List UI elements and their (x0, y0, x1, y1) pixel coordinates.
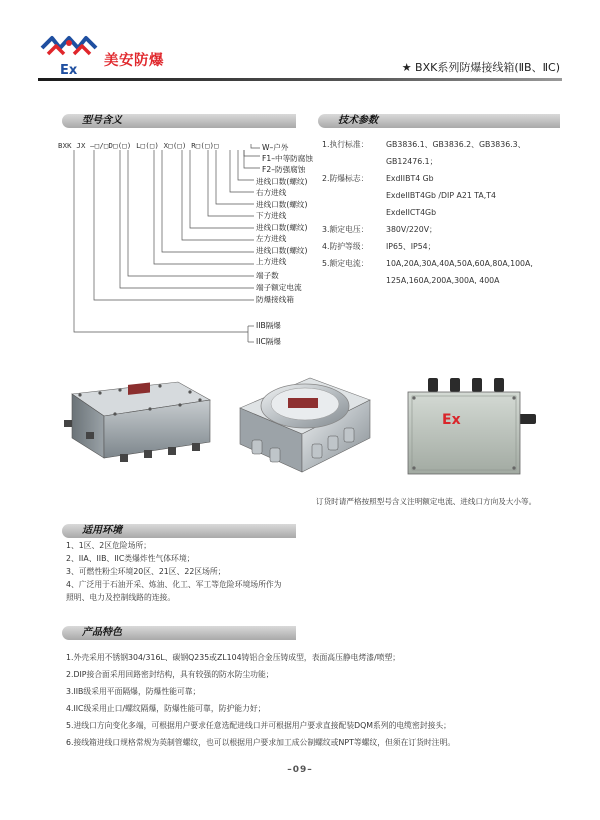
page-number: –09– (287, 765, 313, 775)
list-item: 3.IIB级采用平面隔爆，防爆性能可靠； (66, 687, 201, 696)
spec-value: GB3836.1、GB3836.2、GB3836.3、 (386, 140, 526, 149)
spec-key: 3.额定电压： (322, 225, 369, 234)
list-item: 5.进线口方向变化多端，可根据用户要求任意选配进线口并可根据用户要求直接配装DQM系列的电缆密封接头； (66, 721, 451, 730)
code-label-current: 端子额定电流 (256, 283, 302, 292)
product-photo-stainless (230, 368, 380, 480)
header-divider (38, 78, 562, 81)
section-header-specs (318, 114, 560, 128)
list-item: 1.外壳采用不锈钢304/316L、碳钢Q235或ZL104铸铝合金压铸成型，表面高压静电烤漆/喷塑； (66, 653, 401, 662)
code-label-box: 防爆接线箱 (256, 295, 294, 304)
spec-value: IP65、IP54； (386, 242, 436, 251)
spec-key: 1.执行标准： (322, 140, 369, 149)
code-label-left-count: 进线口数(螺纹) (256, 223, 308, 232)
spec-key: 5.额定电流： (322, 259, 369, 268)
section-title: 适用环境 (82, 525, 122, 536)
section-header-features (62, 626, 296, 640)
brand-name: 美安防爆 (104, 52, 164, 69)
spec-key: 4.防护等级： (322, 242, 369, 251)
section-title: 产品特色 (82, 627, 122, 638)
spec-value: ExdeIIBT4Gb /DIP A21 TA,T4 (386, 191, 496, 200)
order-note: 订货时请严格按照型号含义注明额定电流、进线口方向及大小等。 (316, 497, 537, 506)
list-item: 1、1区、2区危险场所； (66, 541, 152, 550)
model-code-diagram (38, 130, 328, 360)
code-label-iib: IIB隔爆 (256, 321, 281, 330)
code-label-terminals: 端子数 (256, 271, 279, 280)
code-label-iic: IIC隔爆 (256, 337, 281, 346)
section-header-model (62, 114, 296, 128)
company-logo (38, 34, 100, 80)
list-item: 照明、电力及控制线路的连接。 (66, 593, 176, 602)
logo-emblem (42, 38, 96, 54)
spec-value: 10A,20A,30A,40A,50A,60A,80A,100A, (386, 259, 533, 268)
code-label-right: 右方进线 (256, 188, 287, 197)
code-label-bottom: 下方进线 (256, 211, 287, 220)
list-item: 6.接线箱进线口规格常规为英制管螺纹，也可以根据用户要求加工成公制螺纹或NPT等螺纹，但须在订货时注明。 (66, 738, 456, 747)
list-item: 3、可燃性粉尘环境20区、21区、22区场所； (66, 567, 226, 576)
code-label-top: 上方进线 (256, 257, 287, 266)
svg-text:Ex: Ex (60, 63, 78, 78)
section-title: 型号含义 (82, 115, 122, 126)
model-code: BXK JX –□/□D□(□) L□(□) X□(□) R□(□)□ (58, 141, 219, 150)
code-label-right-count: 进线口数(螺纹) (256, 177, 308, 186)
ex-mark: Ex (442, 412, 461, 428)
section-header-environment (62, 524, 296, 538)
code-label-f1: F1–中等防腐蚀 (262, 154, 313, 163)
list-item: 4.IIC级采用止口/螺纹隔爆，防爆性能可靠，防护能力好； (66, 704, 266, 713)
product-photo-cast-aluminum (60, 370, 220, 470)
spec-value: 125A,160A,200A,300A, 400A (386, 276, 500, 285)
list-item: 4、广泛用于石油开采、炼油、化工、军工等危险环境场所作为 (66, 580, 282, 589)
spec-value: ExdeIICT4Gb (386, 208, 437, 217)
spec-key: 2.防爆标志： (322, 174, 369, 183)
list-item: 2、IIA、IIB、IIC类爆炸性气体环境； (66, 554, 195, 563)
spec-value: GB12476.1； (386, 157, 438, 166)
code-label-left: 左方进线 (256, 234, 287, 243)
spec-value: 380V/220V； (386, 225, 437, 234)
code-label-outdoor: W–户外 (262, 143, 289, 152)
product-photo-steel-box (398, 372, 548, 480)
code-label-bottom-count: 进线口数(螺纹) (256, 200, 308, 209)
list-item: 2.DIP接合面采用回路密封结构，具有较强的防水防尘功能； (66, 670, 274, 679)
page-title: ★ BXK系列防爆接线箱(ⅡB、ⅡC) (401, 61, 560, 74)
code-label-top-count: 进线口数(螺纹) (256, 246, 308, 255)
section-title: 技术参数 (338, 115, 378, 126)
spec-value: ExdIIBT4 Gb (386, 174, 434, 183)
code-label-f2: F2–防强腐蚀 (262, 165, 306, 174)
